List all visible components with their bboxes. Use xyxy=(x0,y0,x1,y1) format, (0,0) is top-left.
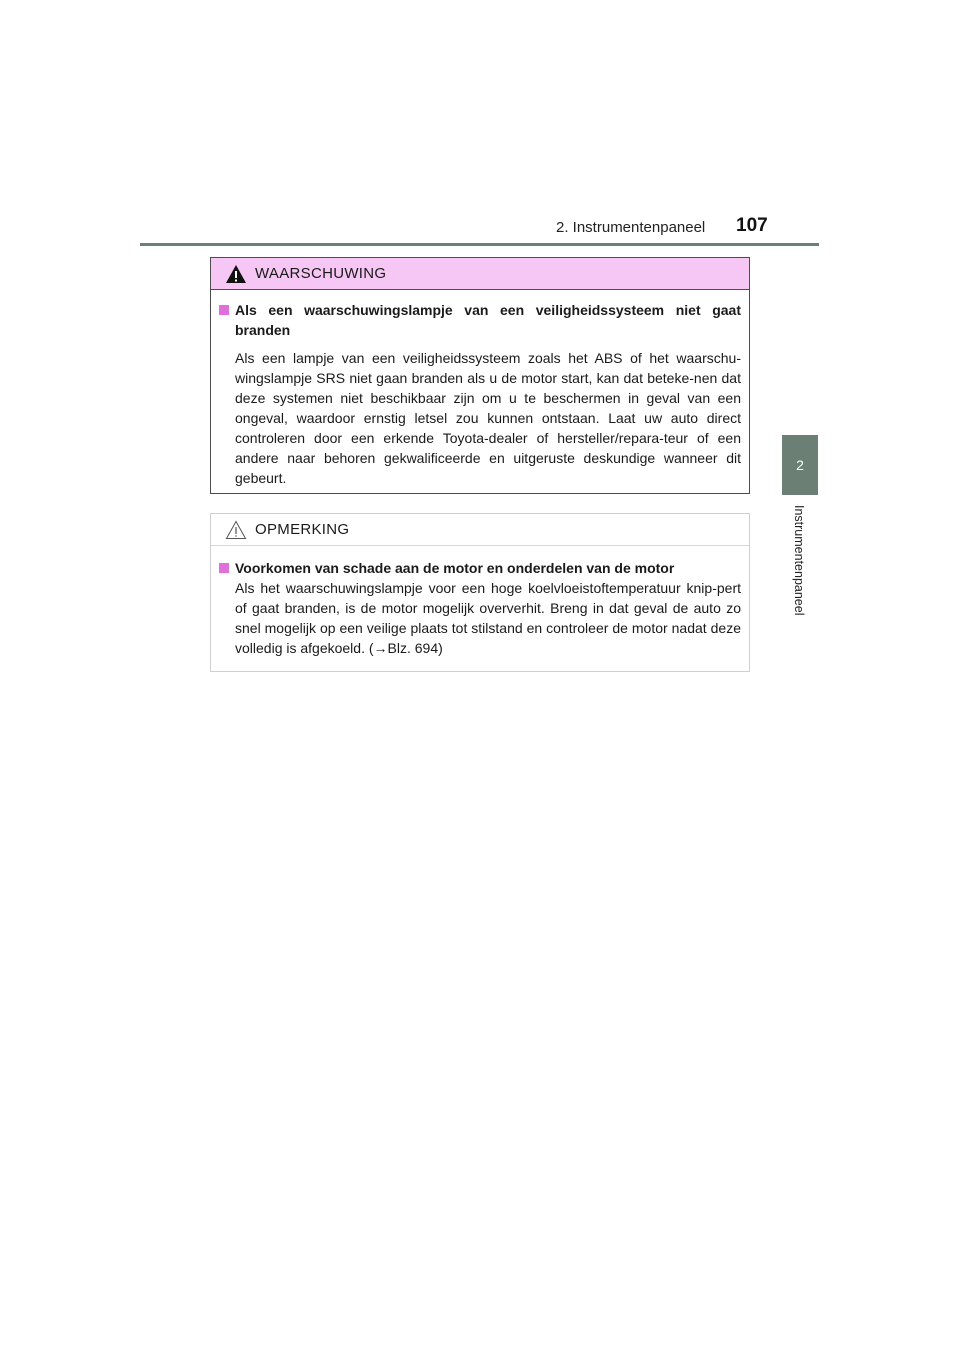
chapter-label: Instrumentenpaneel xyxy=(792,505,806,616)
square-bullet-icon xyxy=(219,305,229,315)
warning-title: WAARSCHUWING xyxy=(255,265,387,282)
note-box xyxy=(210,513,750,672)
note-item-text: Als het waarschuwingslampje voor een hoge koelvloeistoftemperatuur knip-pert of gaat branden, is de motor mogelijk oververhit. Breng in dat geval de auto zo snel mogelijk op een veilige plaats tot stilstand en controleer de motor nadat deze volledig is afgekoeld. (→Blz. 694) xyxy=(235,580,741,656)
page-number: 107 xyxy=(736,215,768,236)
note-title: OPMERKING xyxy=(255,521,350,538)
warning-triangle-icon xyxy=(225,264,247,284)
warning-item-heading xyxy=(219,300,741,340)
chapter-tab xyxy=(782,435,818,495)
section-title: 2. Instrumentenpaneel xyxy=(556,219,706,236)
chapter-number: 2 xyxy=(796,457,804,473)
warning-item-text: Als een lampje van een veiligheidssysteem zoals het ABS of het waarschu-wingslampje SRS niet gaan branden als u de motor start, kan dat beteke-nen dat deze systemen niet beschikbaar zijn om u te beschermen in geval van een ongeval, waardoor ernstig letsel zou kunnen ontstaan. Laat uw auto direct controleren door een erkende Toyota-dealer of hersteller/repara-teur of een andere naar behoren gekwalificeerde en uitgeruste deskundige wanneer dit gebeurt. xyxy=(235,350,741,486)
header-rule xyxy=(140,243,819,246)
warning-header xyxy=(211,258,749,290)
caution-triangle-icon xyxy=(225,520,247,540)
note-header xyxy=(211,514,749,546)
warning-box xyxy=(210,257,750,494)
note-item-title: Voorkomen van schade aan de motor en onderdelen van de motor xyxy=(235,560,675,576)
note-item-heading xyxy=(219,558,741,578)
warning-item-title: Als een waarschuwingslampje van een veiligheidssysteem niet gaat branden xyxy=(235,302,741,338)
square-bullet-icon xyxy=(219,563,229,573)
